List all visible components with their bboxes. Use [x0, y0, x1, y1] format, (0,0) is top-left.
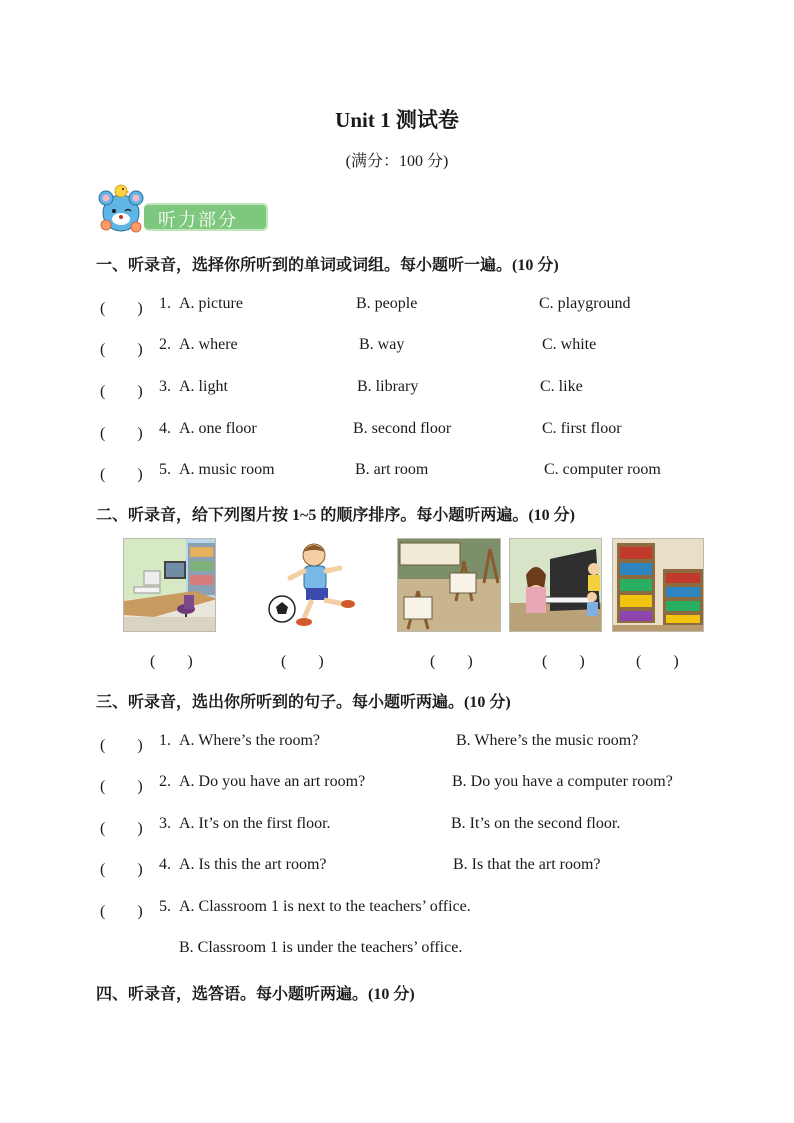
answer-blank[interactable]: ( )	[100, 300, 143, 317]
answer-blank[interactable]: ( )	[100, 737, 143, 754]
answer-blank[interactable]: ( )	[100, 383, 143, 400]
option-b: B. Where’s the music room?	[456, 732, 639, 749]
option-b: B. Do you have a computer room?	[452, 773, 673, 790]
picture-computer-room	[123, 538, 216, 632]
option-c: C. white	[542, 336, 597, 353]
answer-blank[interactable]: ( )	[100, 425, 143, 442]
question-number: 4.	[159, 420, 171, 437]
question-number: 3.	[159, 378, 171, 395]
badge-label: 听力部分	[158, 210, 238, 231]
picture-library	[612, 538, 704, 632]
picture-3-answer-blank[interactable]: ( )	[430, 653, 473, 670]
picture-5-answer-blank[interactable]: ( )	[636, 653, 679, 670]
option-b: B. art room	[355, 461, 429, 478]
option-a: A. Where’s the room?	[179, 732, 320, 749]
option-c: C. playground	[539, 295, 631, 312]
option-b: B. second floor	[353, 420, 452, 437]
option-b: B. library	[357, 378, 419, 395]
picture-boy-football	[254, 538, 364, 632]
option-a: A. where	[179, 336, 238, 353]
answer-blank[interactable]: ( )	[100, 903, 143, 920]
question-number: 4.	[159, 856, 171, 873]
option-a: A. Classroom 1 is next to the teachers’ office.	[179, 898, 471, 915]
option-b: B. Classroom 1 is under the teachers’ office.	[179, 939, 463, 956]
question-number: 2.	[159, 773, 171, 790]
option-b: B. people	[356, 295, 418, 312]
answer-blank[interactable]: ( )	[100, 466, 143, 483]
option-b: B. Is that the art room?	[453, 856, 601, 873]
question-number: 5.	[159, 461, 171, 478]
option-a: A. Is this the art room?	[179, 856, 327, 873]
picture-1-answer-blank[interactable]: ( )	[150, 653, 193, 670]
option-c: C. computer room	[544, 461, 661, 478]
option-c: C. like	[540, 378, 583, 395]
question-number: 1.	[159, 732, 171, 749]
option-a: A. one floor	[179, 420, 257, 437]
question-number: 5.	[159, 898, 171, 915]
question-number: 3.	[159, 815, 171, 832]
question-number: 2.	[159, 336, 171, 353]
answer-blank[interactable]: ( )	[100, 341, 143, 358]
section-1-heading: 一、听录音，选择你所听到的单词或词组。每小题听一遍。(10 分)	[96, 257, 559, 274]
section-3-heading: 三、听录音，选出你所听到的句子。每小题听两遍。(10 分)	[96, 694, 511, 711]
picture-music-room	[509, 538, 602, 632]
option-a: A. music room	[179, 461, 275, 478]
option-a: A. picture	[179, 295, 243, 312]
score-subtitle: (满分：100 分)	[345, 153, 449, 170]
listening-section-badge	[96, 183, 271, 235]
page-title: Unit 1 测试卷	[335, 108, 459, 132]
picture-2-answer-blank[interactable]: ( )	[281, 653, 324, 670]
option-b: B. way	[359, 336, 405, 353]
answer-blank[interactable]: ( )	[100, 861, 143, 878]
option-a: A. Do you have an art room?	[179, 773, 366, 790]
section-4-heading: 四、听录音，选答语。每小题听两遍。(10 分)	[96, 986, 415, 1003]
picture-4-answer-blank[interactable]: ( )	[542, 653, 585, 670]
option-b: B. It’s on the second floor.	[451, 815, 621, 832]
answer-blank[interactable]: ( )	[100, 820, 143, 837]
option-a: A. It’s on the first floor.	[179, 815, 331, 832]
answer-blank[interactable]: ( )	[100, 778, 143, 795]
question-number: 1.	[159, 295, 171, 312]
picture-art-room	[397, 538, 501, 632]
section-2-heading: 二、听录音，给下列图片按 1~5 的顺序排序。每小题听两遍。(10 分)	[96, 507, 575, 524]
option-c: C. first floor	[542, 420, 622, 437]
option-a: A. light	[179, 378, 228, 395]
